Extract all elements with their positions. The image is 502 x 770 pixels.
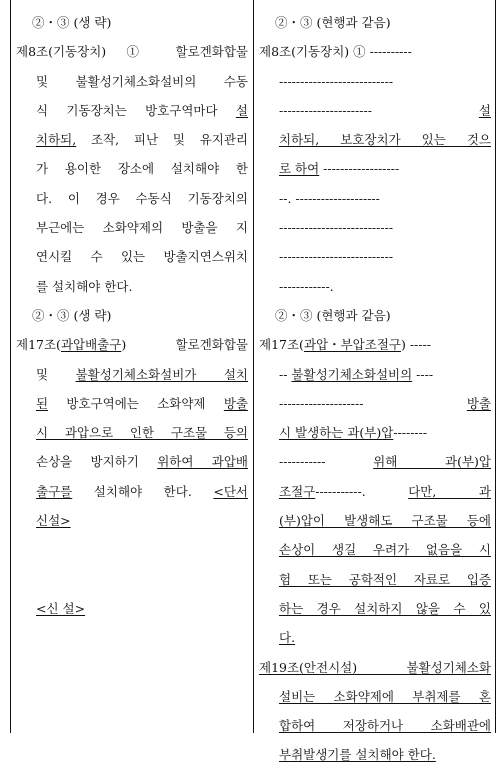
right-line: 하는 경우 설치하지 않을 수 있 — [279, 600, 491, 616]
table-column-divider — [253, 0, 254, 733]
right-line: -- 불활성기체소화설비의 ---- — [279, 366, 434, 382]
right-line: ------------. — [279, 278, 334, 294]
left-line — [16, 565, 248, 594]
left-line: 된 방호구역에는 소화약제 방출 — [36, 395, 248, 411]
right-line: 제19조(안전시설) 불활성기체소화 — [259, 659, 491, 675]
left-line: 다. 이 경우 수동식 기동장치의 — [36, 190, 248, 206]
right-line: 손상이 생길 우려가 없음을 시 — [279, 542, 491, 558]
right-line: 시 발생하는 과(부)압-------- — [279, 425, 428, 441]
left-line — [16, 535, 248, 564]
right-line: 합하여 저장하거나 소화배관에 — [279, 718, 491, 734]
left-line: 신설> — [36, 513, 71, 529]
right-line: ②・③ (현행과 같음) — [275, 307, 391, 323]
left-line: 가 용이한 장소에 설치해야 한 — [36, 161, 248, 177]
right-line: --. -------------------- — [279, 190, 380, 206]
left-line: 제17조(과압배출구) 할로겐화합물 — [16, 337, 248, 353]
left-line: 및 불활성기체소화설비가 설치 — [36, 366, 248, 382]
right-line: 치하되, 보호장치가 있는 것으 — [279, 132, 491, 148]
right-line: 제8조(기동장치) ① ---------- — [259, 44, 412, 60]
left-line: ②・③ (생 략) — [32, 15, 112, 30]
left-line: ②・③ (생 략) — [32, 307, 112, 323]
left-line: <신 설> — [36, 600, 86, 616]
right-line: ---------------------- 설 — [279, 102, 491, 118]
left-line: 식 기동장치는 방호구역마다 설 — [36, 102, 248, 118]
right-line: ----------- 위해 과(부)압 — [279, 454, 491, 470]
right-line: (부)압이 발생해도 구조물 등에 — [279, 513, 491, 529]
right-line: --------------------------- — [279, 249, 394, 265]
table-right-border — [495, 0, 496, 733]
left-line: 시 과압으로 인한 구조물 등의 — [36, 425, 248, 441]
revised-text-column — [259, 8, 491, 770]
right-line: 제17조(과압・부압조절구) ----- — [259, 337, 431, 353]
right-line: --------------------------- — [279, 220, 394, 236]
right-line: 설비는 소화약제에 부취제를 혼 — [279, 688, 491, 704]
right-line: 부취발생기를 설치해야 한다. — [279, 747, 436, 763]
table-left-border — [10, 0, 11, 733]
right-line: 험 또는 공학적인 자료로 입증 — [279, 571, 491, 587]
current-text-column — [16, 8, 248, 623]
right-line: 로 하여 ------------------ — [279, 161, 400, 177]
left-line: 연시킬 수 있는 방출지연스위치 — [36, 249, 248, 265]
left-line: 제8조(기동장치) ① 할로겐화합물 — [16, 44, 248, 60]
right-line: ②・③ (현행과 같음) — [275, 15, 391, 30]
left-line: 를 설치해야 한다. — [36, 278, 133, 294]
comparison-table — [10, 0, 496, 763]
right-line: 다. — [279, 630, 296, 646]
left-line: 부근에는 소화약제의 방출을 지 — [36, 220, 248, 236]
left-line: 및 불활성기체소화설비의 수동 — [36, 73, 248, 89]
left-line: 치하되, 조작, 피난 및 유지관리 — [36, 132, 248, 148]
right-line: -------------------- 방출 — [279, 395, 491, 411]
right-line: 조절구-----------. 다만, 과 — [279, 483, 491, 499]
left-line: 손상을 방지하기 위하여 과압배 — [36, 454, 248, 470]
left-line: 출구를 설치해야 한다. <단서 — [36, 483, 248, 499]
right-line: --------------------------- — [279, 73, 394, 89]
